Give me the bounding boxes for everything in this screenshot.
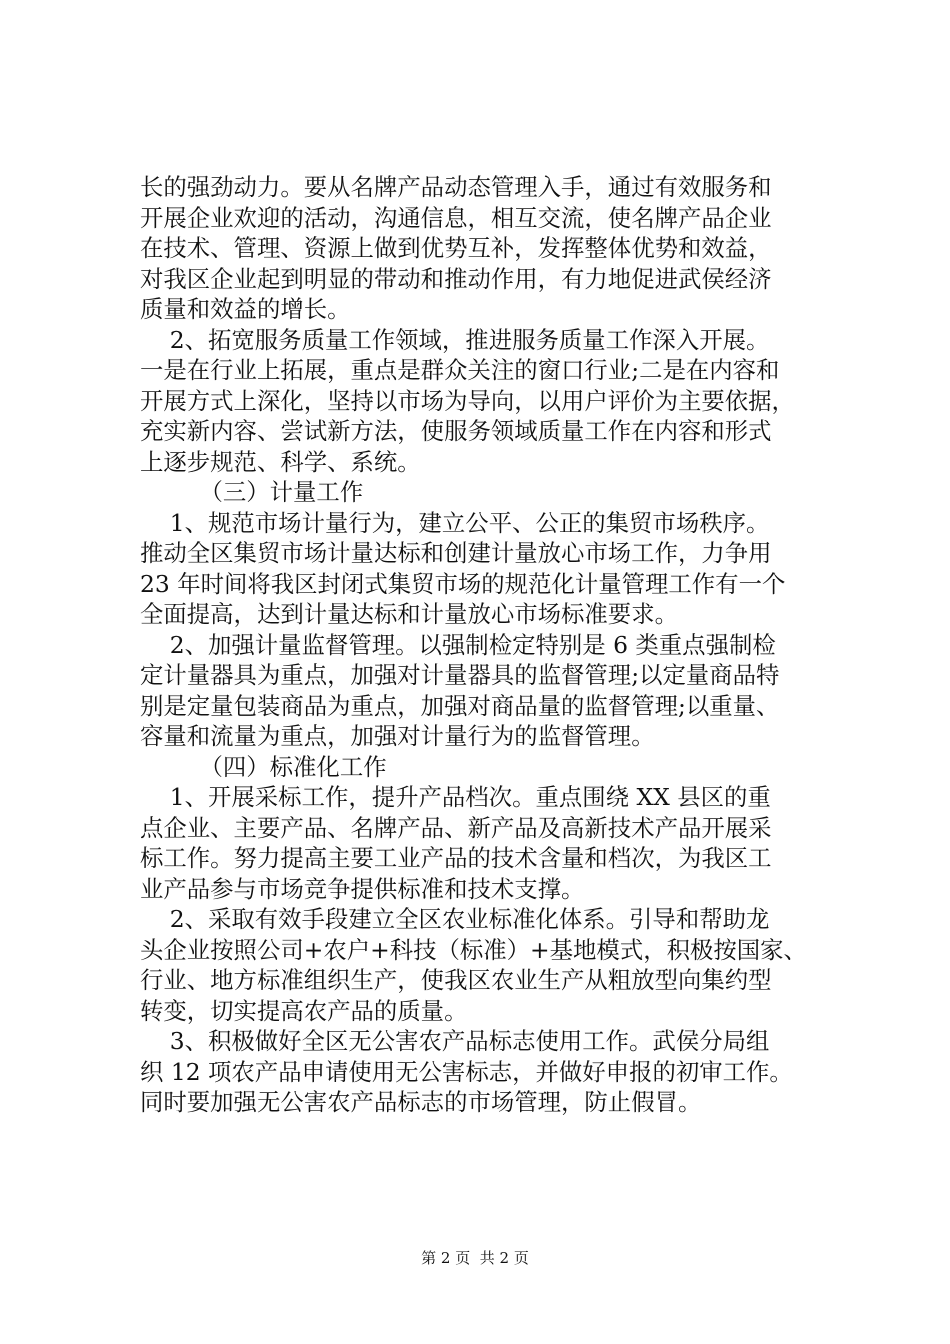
text-line: 上逐步规范、科学、系统。: [140, 447, 421, 476]
text-line: 2、采取有效手段建立全区农业标准化体系。引导和帮助龙: [140, 905, 770, 933]
text-line: 在技术、管理、资源上做到优势互补，发挥整体优势和效益，: [140, 234, 772, 262]
text-line: 1、规范市场计量行为，建立公平、公正的集贸市场秩序。: [140, 508, 770, 537]
text-line: 容量和流量为重点，加强对计量行为的监督管理。: [140, 722, 655, 750]
text-line: 点企业、主要产品、名牌产品、新产品及高新技术产品开展采: [140, 813, 772, 842]
text-line: 1、开展采标工作，提升产品档次。重点围绕 XX 县区的重: [140, 783, 771, 811]
text-line: 3、积极做好全区无公害农产品标志使用工作。武侯分局组: [140, 1027, 770, 1055]
text-line: 对我区企业起到明显的带动和推动作用，有力地促进武侯经济: [140, 264, 772, 293]
text-line: 标工作。努力提高主要工业产品的技术含量和档次，为我区工: [140, 844, 772, 872]
text-line: 开展方式上深化，坚持以市场为导向，以用户评价为主要依据，: [140, 386, 795, 415]
text-line: 推动全区集贸市场计量达标和创建计量放心市场工作，力争用: [140, 539, 772, 567]
text-line: 头企业按照公司+农户+科技（标准）+基地模式，积极按国家、: [140, 935, 807, 964]
text-line: 转变，切实提高农产品的质量。: [140, 996, 468, 1025]
text-line: 别是定量包装商品为重点，加强对商品量的监督管理;以重量、: [140, 691, 780, 720]
text-line: 全面提高，达到计量达标和计量放心市场标准要求。: [140, 600, 678, 628]
text-line: 织 12 项农产品申请使用无公害标志，并做好申报的初审工作。: [140, 1057, 793, 1086]
text-line: 开展企业欢迎的活动，沟通信息，相互交流，使名牌产品企业: [140, 203, 772, 232]
text-line: 一是在行业上拓展，重点是群众关注的窗口行业;二是在内容和: [140, 356, 780, 384]
text-line: 长的强劲动力。要从名牌产品动态管理入手，通过有效服务和: [140, 173, 772, 201]
text-line: 2、拓宽服务质量工作领域，推进服务质量工作深入开展。: [140, 325, 770, 354]
text-line: （四）标准化工作: [140, 752, 387, 781]
text-line: 充实新内容、尝试新方法，使服务领域质量工作在内容和形式: [140, 417, 772, 445]
text-line: 23 年时间将我区封闭式集贸市场的规范化计量管理工作有一个: [140, 569, 786, 598]
text-line: 质量和效益的增长。: [140, 295, 351, 323]
document-body: [140, 172, 840, 1118]
text-line: 同时要加强无公害农产品标志的市场管理，防止假冒。: [140, 1088, 702, 1116]
text-line: 业产品参与市场竞争提供标准和技术支撑。: [140, 874, 585, 903]
text-line: 2、加强计量监督管理。以强制检定特别是 6 类重点强制检: [140, 630, 776, 659]
text-line: 行业、地方标准组织生产，使我区农业生产从粗放型向集约型: [140, 966, 772, 994]
page-footer: 第 2 页 共 2 页: [421, 1249, 529, 1267]
text-line: 定计量器具为重点，加强对计量器具的监督管理;以定量商品特: [140, 661, 780, 689]
text-line: （三）计量工作: [140, 478, 364, 506]
